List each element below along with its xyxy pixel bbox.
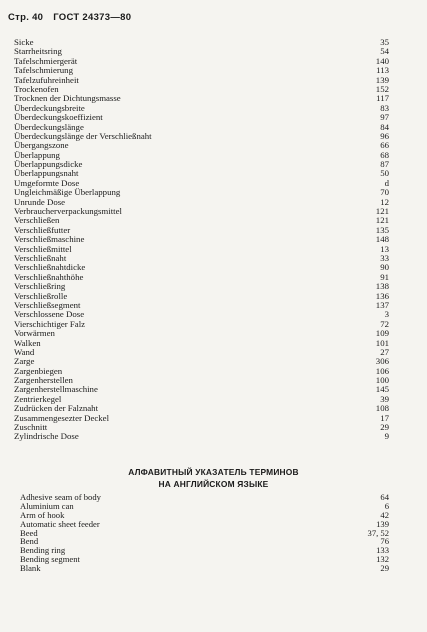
- index-entry: [14, 414, 389, 423]
- index-term: Überdeckungslänge: [14, 121, 84, 132]
- index-page-number: 29: [380, 422, 389, 433]
- index-term: Unrunde Dose: [14, 196, 66, 207]
- index-page-number: 109: [375, 328, 389, 339]
- index-term: Verschließnahthöhe: [14, 271, 84, 282]
- index-page-number: 148: [375, 234, 389, 245]
- index-term: Zuschnitt: [14, 422, 48, 433]
- index-entry: [14, 216, 389, 225]
- index-page-number: 35: [380, 37, 389, 47]
- index-page-number: 90: [380, 262, 389, 273]
- index-term: Vierschichtiger Falz: [14, 318, 86, 329]
- index-entry: [14, 207, 389, 216]
- index-term: Trockenofen: [14, 83, 59, 94]
- index-page-number: 6: [384, 500, 389, 511]
- index-entry: [14, 245, 389, 254]
- index-entry: [14, 76, 389, 85]
- index-term: Beed: [20, 527, 38, 538]
- standard-code: ГОСТ 24373—80: [53, 12, 132, 23]
- index-term: Zudrücken der Falznaht: [14, 403, 99, 414]
- index-page-number: 117: [376, 93, 389, 104]
- index-term: Überdeckungslänge der Verschließnaht: [14, 130, 152, 141]
- index-entry: [20, 520, 389, 529]
- index-term: Überlappungsdicke: [14, 159, 83, 170]
- index-page-number: 39: [380, 393, 389, 404]
- index-term: Verschließen: [14, 215, 60, 226]
- index-entry: [20, 529, 389, 538]
- index-term: Übergangszone: [14, 140, 69, 151]
- index-page-number: 145: [375, 384, 389, 395]
- index-term: Vorwärmen: [14, 328, 55, 339]
- index-page-number: 72: [380, 318, 389, 329]
- index-term: Verschließfutter: [14, 224, 71, 235]
- index-term: Zusammengesezter Deckel: [14, 412, 110, 423]
- index-term: Automatic sheet feeder: [20, 518, 100, 529]
- index-page-number: 91: [380, 271, 389, 282]
- index-term: Bending segment: [20, 554, 80, 565]
- index-term: Verschließnahtdicke: [14, 262, 86, 273]
- index-term: Ungleichmäßige Überlappung: [14, 187, 121, 198]
- index-page-number: 70: [380, 187, 389, 198]
- index-term: Überdeckungskoeffizient: [14, 112, 103, 123]
- index-page-number: 17: [380, 412, 389, 423]
- index-page-number: d: [384, 177, 389, 188]
- index-page-number: 96: [380, 130, 389, 141]
- index-term: Aluminium can: [20, 500, 74, 511]
- index-page-number: 100: [375, 375, 389, 386]
- index-page-number: 306: [375, 356, 389, 367]
- index-term: Zargenherstellmaschine: [14, 384, 98, 395]
- index-entry: [14, 141, 389, 150]
- page-header: [8, 12, 138, 23]
- index-page-number: 87: [380, 159, 389, 170]
- english-term-index: [20, 493, 389, 573]
- index-page-number: 50: [380, 168, 389, 179]
- index-term: Verschließmaschine: [14, 234, 85, 245]
- index-page-number: 29: [380, 563, 389, 574]
- index-term: Zargenbiegen: [14, 365, 63, 376]
- section-title: [0, 466, 427, 490]
- index-page-number: 27: [380, 346, 389, 357]
- index-entry: [14, 348, 389, 357]
- index-page-number: 139: [376, 518, 389, 529]
- index-entry: [14, 282, 389, 291]
- index-entry: [20, 564, 389, 573]
- index-page-number: 83: [380, 102, 389, 113]
- index-entry: [14, 273, 389, 282]
- index-term: Zarge: [14, 356, 35, 367]
- index-term: Bending ring: [20, 545, 66, 556]
- index-entry: [14, 132, 389, 141]
- index-term: Sicke: [14, 37, 34, 47]
- index-term: Verschließsegment: [14, 299, 81, 310]
- index-term: Verschließnaht: [14, 252, 67, 263]
- index-entry: [14, 357, 389, 366]
- index-page-number: 139: [375, 74, 389, 85]
- index-term: Überlappung: [14, 149, 60, 160]
- index-term: Überlappungsnaht: [14, 168, 79, 179]
- index-page-number: 132: [376, 554, 389, 565]
- index-page-number: 33: [380, 252, 389, 263]
- index-page-number: 9: [384, 431, 389, 442]
- index-entry: [20, 555, 389, 564]
- index-page-number: 97: [380, 112, 389, 123]
- index-page-number: 64: [380, 492, 389, 502]
- index-page-number: 108: [375, 403, 389, 414]
- index-term: Verbraucherverpackungsmittel: [14, 206, 122, 217]
- index-page-number: 152: [375, 83, 389, 94]
- index-page-number: 138: [375, 281, 389, 292]
- index-page-number: 37, 52: [367, 527, 389, 538]
- index-entry: [14, 432, 389, 441]
- index-entry: [14, 339, 389, 348]
- index-term: Verschließmittel: [14, 243, 72, 254]
- index-term: Tafelschmiergerät: [14, 55, 78, 66]
- index-term: Bend: [20, 536, 39, 547]
- index-entry: [14, 38, 389, 47]
- index-term: Zentrierkegel: [14, 393, 62, 404]
- index-term: Tafelzufuhreinheit: [14, 74, 79, 85]
- index-page-number: 140: [375, 55, 389, 66]
- index-entry: [20, 502, 389, 511]
- index-page-number: 68: [380, 149, 389, 160]
- index-page-number: 12: [380, 196, 389, 207]
- index-page-number: 3: [384, 309, 389, 320]
- index-entry: [14, 320, 389, 329]
- index-term: Tafelschmierung: [14, 65, 73, 76]
- index-term: Blank: [20, 563, 41, 574]
- index-page-number: 135: [375, 224, 389, 235]
- index-page-number: 13: [380, 243, 389, 254]
- page-number: Стр. 40: [8, 12, 44, 23]
- index-page-number: 42: [380, 509, 389, 520]
- index-page-number: 106: [375, 365, 389, 376]
- index-page-number: 101: [375, 337, 389, 348]
- index-page-number: 137: [375, 299, 389, 310]
- index-term: Zylindrische Dose: [14, 431, 79, 442]
- index-term: Verschließrolle: [14, 290, 68, 301]
- index-term: Adhesive seam of body: [20, 492, 101, 502]
- index-page-number: 76: [380, 536, 389, 547]
- index-page-number: 136: [375, 290, 389, 301]
- index-page-number: 66: [380, 140, 389, 151]
- index-entry: [20, 537, 389, 546]
- index-page-number: 121: [375, 206, 389, 217]
- index-entry: [14, 188, 389, 197]
- section-title-line-2: НА АНГЛИЙСКОМ ЯЗЫКЕ: [158, 479, 269, 489]
- index-entry: [14, 329, 389, 338]
- index-term: Zargenherstellen: [14, 375, 73, 386]
- index-term: Umgeformte Dose: [14, 177, 80, 188]
- index-term: Starrheitsring: [14, 46, 62, 57]
- index-entry: [20, 493, 389, 502]
- index-page-number: 121: [375, 215, 389, 226]
- index-term: Überdeckungsbreite: [14, 102, 85, 113]
- index-term: Verschlossene Dose: [14, 309, 85, 320]
- index-term: Walken: [14, 337, 41, 348]
- index-page-number: 113: [376, 65, 389, 76]
- index-term: Trocknen der Dichtungsmasse: [14, 93, 121, 104]
- index-term: Wand: [14, 346, 35, 357]
- german-term-index: [14, 38, 389, 442]
- index-page-number: 84: [380, 121, 389, 132]
- index-page-number: 133: [376, 545, 389, 556]
- index-page-number: 54: [380, 46, 389, 57]
- section-title-line-1: АЛФАВИТНЫЙ УКАЗАТЕЛЬ ТЕРМИНОВ: [128, 467, 299, 477]
- index-term: Verschließring: [14, 281, 66, 292]
- index-term: Arm of hook: [20, 509, 65, 520]
- index-entry: [14, 385, 389, 394]
